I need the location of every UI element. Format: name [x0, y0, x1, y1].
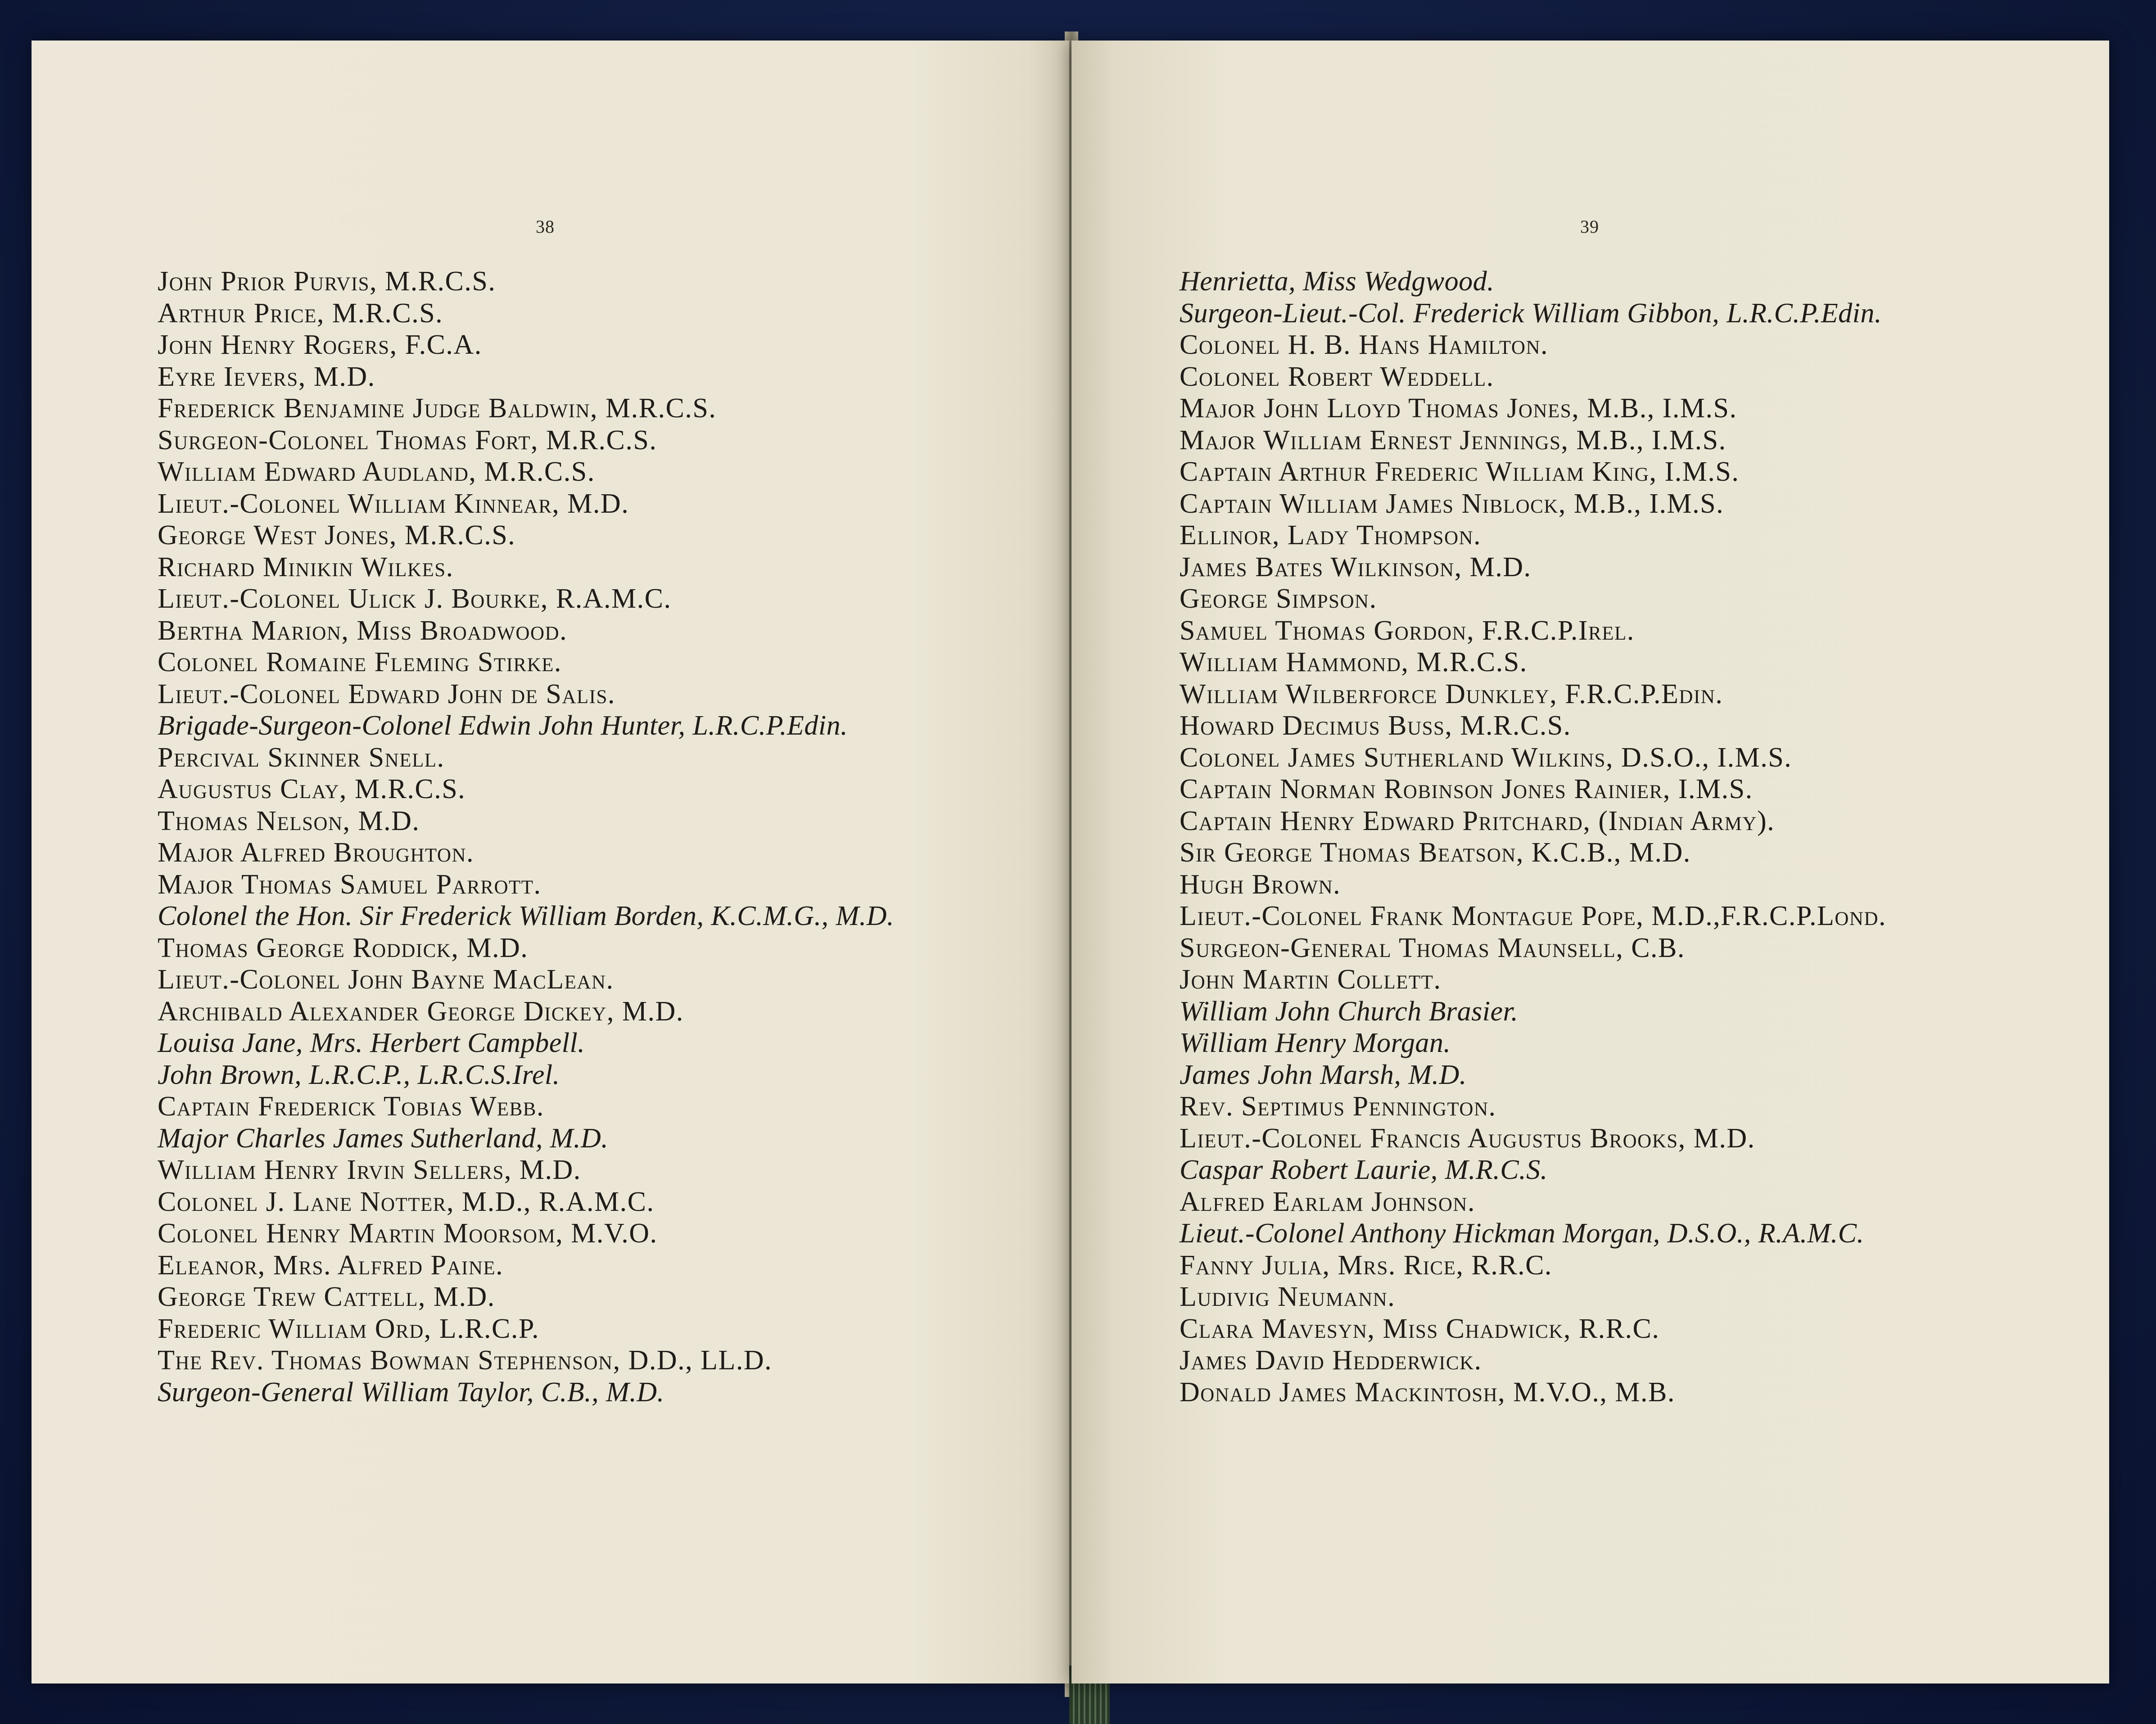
list-item: Samuel Thomas Gordon, F.R.C.P.Irel. — [1180, 615, 1635, 646]
list-item: John Brown, L.R.C.P., L.R.C.S.Irel. — [158, 1059, 560, 1090]
list-item: Surgeon-Colonel Thomas Fort, M.R.C.S. — [158, 424, 657, 456]
list-item: Hugh Brown. — [1180, 869, 1341, 900]
list-item: Major Alfred Broughton. — [158, 837, 475, 868]
list-item: Brigade-Surgeon-Colonel Edwin John Hunter, L.R.C.P.Edin. — [158, 710, 848, 741]
list-item: Surgeon-Lieut.-Col. Frederick William Gibbon, L.R.C.P.Edin. — [1180, 298, 1882, 329]
list-item: Major William Ernest Jennings, M.B., I.M.S. — [1180, 424, 1727, 456]
list-item: Howard Decimus Buss, M.R.C.S. — [1180, 710, 1571, 741]
list-item: Caspar Robert Laurie, M.R.C.S. — [1180, 1155, 1548, 1185]
list-item: John Prior Purvis, M.R.C.S. — [158, 266, 496, 297]
right-page-number: 39 — [1580, 217, 1599, 237]
list-item: Colonel Henry Martin Moorsom, M.V.O. — [158, 1218, 658, 1249]
list-item: Arthur Price, M.R.C.S. — [158, 298, 443, 329]
list-item: Lieut.-Colonel Frank Montague Pope, M.D.,F.R.C.P.Lond. — [1180, 901, 1887, 931]
list-item: Major Thomas Samuel Parrott. — [158, 869, 542, 900]
list-item: Lieut.-Colonel Francis Augustus Brooks, M.D. — [1180, 1123, 1755, 1154]
list-item: Captain Henry Edward Pritchard, (Indian Army). — [1180, 805, 1775, 836]
list-item: Surgeon-General Thomas Maunsell, C.B. — [1180, 932, 1685, 963]
list-item: Colonel J. Lane Notter, M.D., R.A.M.C. — [158, 1186, 655, 1217]
list-item: James David Hedderwick. — [1180, 1345, 1482, 1376]
list-item: Richard Minikin Wilkes. — [158, 551, 454, 582]
list-item: George Trew Cattell, M.D. — [158, 1282, 495, 1312]
list-item: Augustus Clay, M.R.C.S. — [158, 774, 466, 804]
list-item: Alfred Earlam Johnson. — [1180, 1186, 1475, 1217]
list-item: James John Marsh, M.D. — [1180, 1059, 1467, 1090]
list-item: Percival Skinner Snell. — [158, 742, 445, 773]
list-item: Ellinor, Lady Thompson. — [1180, 520, 1482, 551]
list-item: Lieut.-Colonel John Bayne MacLean. — [158, 964, 614, 995]
list-item: Surgeon-General William Taylor, C.B., M.D. — [158, 1376, 664, 1408]
right-page-entries — [1180, 266, 2089, 1408]
list-item: Louisa Jane, Mrs. Herbert Campbell. — [158, 1028, 585, 1058]
list-item: Frederic William Ord, L.R.C.P. — [158, 1313, 539, 1344]
list-item: John Henry Rogers, F.C.A. — [158, 329, 482, 360]
list-item: Major Charles James Sutherland, M.D. — [158, 1123, 609, 1154]
list-item: Clara Mavesyn, Miss Chadwick, R.R.C. — [1180, 1313, 1660, 1344]
left-page — [32, 41, 1069, 1683]
list-item: William Hammond, M.R.C.S. — [1180, 647, 1528, 677]
list-item: Eyre Ievers, M.D. — [158, 361, 375, 392]
list-item: Frederick Benjamine Judge Baldwin, M.R.C.S. — [158, 393, 717, 424]
list-item: Sir George Thomas Beatson, K.C.B., M.D. — [1180, 837, 1691, 868]
list-item: Donald James Mackintosh, M.V.O., M.B. — [1180, 1376, 1675, 1408]
list-item: William Henry Irvin Sellers, M.D. — [158, 1155, 581, 1185]
list-item: George Simpson. — [1180, 583, 1377, 614]
list-item: Captain Frederick Tobias Webb. — [158, 1091, 544, 1122]
list-item: Eleanor, Mrs. Alfred Paine. — [158, 1250, 504, 1281]
list-item: George West Jones, M.R.C.S. — [158, 520, 516, 551]
list-item: Captain William James Niblock, M.B., I.M.S. — [1180, 488, 1724, 519]
list-item: Lieut.-Colonel Anthony Hickman Morgan, D.S.O., R.A.M.C. — [1180, 1218, 1864, 1249]
list-item: Captain Norman Robinson Jones Rainier, I.M.S. — [1180, 774, 1753, 804]
list-item: Rev. Septimus Pennington. — [1180, 1091, 1496, 1122]
list-item: Colonel Romaine Fleming Stirke. — [158, 647, 562, 677]
list-item: Thomas George Roddick, M.D. — [158, 932, 529, 963]
right-page — [1071, 41, 2109, 1683]
list-item: William Edward Audland, M.R.C.S. — [158, 456, 595, 487]
list-item: Henrietta, Miss Wedgwood. — [1180, 266, 1495, 297]
list-item: Archibald Alexander George Dickey, M.D. — [158, 996, 684, 1027]
list-item: Bertha Marion, Miss Broadwood. — [158, 615, 568, 646]
left-page-entries — [158, 266, 1058, 1408]
list-item: The Rev. Thomas Bowman Stephenson, D.D., LL.D. — [158, 1345, 773, 1376]
left-page-number: 38 — [536, 217, 555, 237]
list-item: John Martin Collett. — [1180, 964, 1442, 995]
list-item: Ludivig Neumann. — [1180, 1282, 1396, 1312]
list-item: Fanny Julia, Mrs. Rice, R.R.C. — [1180, 1250, 1552, 1281]
list-item: Lieut.-Colonel Ulick J. Bourke, R.A.M.C. — [158, 583, 672, 614]
list-item: William Wilberforce Dunkley, F.R.C.P.Edin. — [1180, 678, 1723, 709]
list-item: Major John Lloyd Thomas Jones, M.B., I.M.S. — [1180, 393, 1737, 424]
list-item: Colonel the Hon. Sir Frederick William Borden, K.C.M.G., M.D. — [158, 901, 894, 931]
list-item: Colonel James Sutherland Wilkins, D.S.O., I.M.S. — [1180, 742, 1792, 773]
list-item: Thomas Nelson, M.D. — [158, 805, 420, 836]
list-item: Lieut.-Colonel William Kinnear, M.D. — [158, 488, 629, 519]
list-item: Captain Arthur Frederic William King, I.M.S. — [1180, 456, 1740, 487]
list-item: Colonel Robert Weddell. — [1180, 361, 1494, 392]
list-item: Lieut.-Colonel Edward John de Salis. — [158, 678, 615, 709]
list-item: Colonel H. B. Hans Hamilton. — [1180, 329, 1549, 360]
list-item: James Bates Wilkinson, M.D. — [1180, 551, 1532, 582]
list-item: William John Church Brasier. — [1180, 996, 1519, 1027]
list-item: William Henry Morgan. — [1180, 1028, 1451, 1058]
